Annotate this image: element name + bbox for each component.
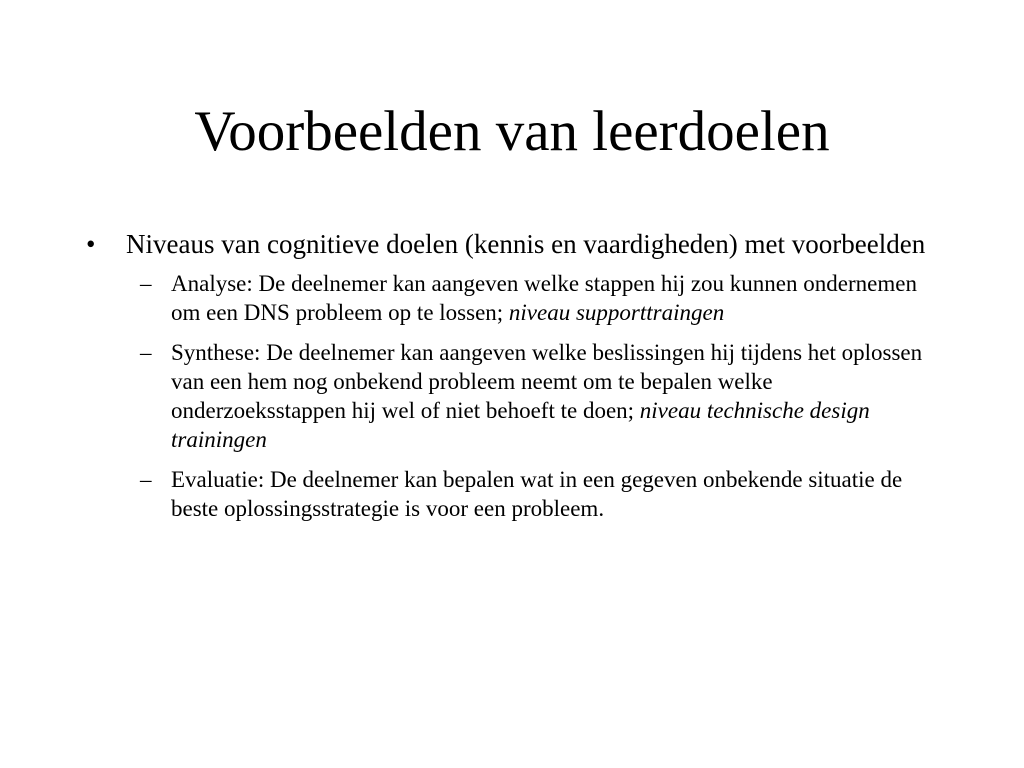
dash-marker: –	[140, 271, 152, 296]
sub-bullet-text: Synthese: De deelnemer kan aangeven welke beslissingen hij tijdens het oplossen van een hem nog onbekend probleem neemt om te bepalen welke onderzoeksstappen hij wel of niet behoeft te doen;	[171, 340, 923, 423]
main-bullet	[86, 228, 926, 261]
slide-title: Voorbeelden van leerdoelen	[194, 100, 830, 163]
main-bullet-text: Niveaus van cognitieve doelen (kennis en vaardigheden) met voorbeelden	[126, 229, 926, 259]
sub-bullet-list	[86, 269, 926, 523]
bullet-marker: •	[86, 229, 96, 259]
sub-bullet-text: Evaluatie: De deelnemer kan bepalen wat in een gegeven onbekende situatie de beste oplossingsstrategie is voor een probleem.	[171, 467, 903, 521]
sub-bullet-text: Analyse: De deelnemer kan aangeven welke stappen hij zou kunnen ondernemen om een DNS probleem op te lossen;	[171, 271, 917, 325]
slide-content	[86, 228, 926, 534]
sub-bullet-analyse	[86, 269, 931, 327]
sub-bullet-evaluatie	[86, 465, 931, 523]
sub-bullet-italic-text: niveau technische design trainingen	[171, 398, 870, 452]
sub-bullet-italic-text: niveau supporttraingen	[508, 300, 725, 325]
sub-bullet-synthese	[86, 338, 931, 454]
dash-marker: –	[140, 340, 152, 365]
dash-marker: –	[140, 467, 152, 492]
